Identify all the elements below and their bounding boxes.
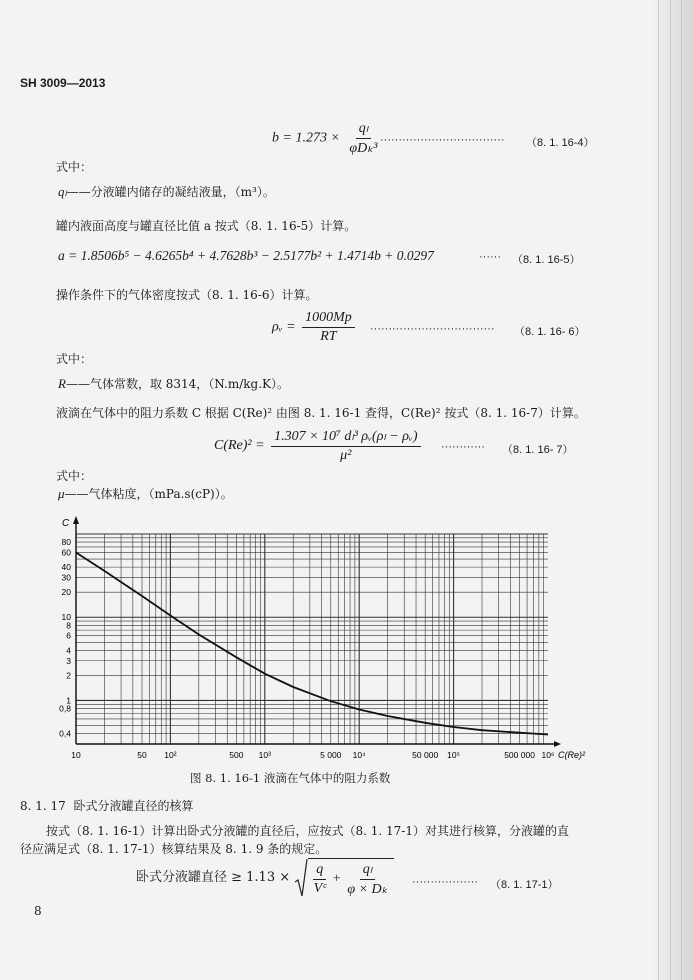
leader-dots: ··································	[370, 323, 495, 335]
fraction	[271, 428, 420, 464]
section-title: 卧式分液罐直径的核算	[73, 799, 194, 813]
fraction-numerator: qₗ	[360, 861, 375, 880]
y-tick-label: 8	[66, 620, 71, 631]
fraction-numerator: 1000Mp	[302, 310, 355, 328]
equation-final	[136, 858, 394, 898]
fraction-denominator: φ × Dₖ	[347, 882, 388, 897]
y-tick-label: 40	[61, 562, 71, 573]
fraction-denominator: μ²	[340, 448, 352, 463]
y-tick-label: 30	[61, 572, 71, 583]
x-tick-label: 50	[137, 750, 147, 760]
leader-dots: ··································	[380, 134, 505, 146]
where-label: 式中：	[56, 352, 93, 366]
section-heading	[20, 797, 193, 814]
drag-coefficient-chart	[40, 512, 600, 782]
equation-ref: （8. 1. 16-5）	[512, 254, 581, 266]
equation-lhs: C(Re)² =	[214, 438, 265, 454]
definition-text: ——气体常数，取 8314，（N.m/kg.K）。	[65, 377, 290, 391]
x-tick-label: 500	[229, 750, 244, 760]
fraction	[311, 862, 329, 897]
equation-lhs: b = 1.273 ×	[272, 130, 340, 146]
y-tick-label: 6	[66, 630, 71, 641]
section-number: 8. 1. 17	[20, 799, 66, 813]
fraction-numerator: q	[313, 862, 326, 880]
equation-lhs: ρᵥ =	[272, 319, 296, 335]
y-tick-label: 0,4	[59, 728, 71, 739]
definition-R	[58, 375, 289, 392]
definition-text: ——分液罐内储存的凝结液量，（m³）。	[66, 185, 275, 199]
x-tick-label: 10⁶	[541, 750, 555, 760]
equation-b	[272, 120, 383, 157]
y-tick-label: 4	[66, 645, 71, 656]
y-tick-label: 80	[61, 537, 71, 548]
y-tick-label: 0,8	[59, 703, 71, 714]
radical-sign-icon	[294, 858, 308, 898]
fraction	[302, 310, 355, 345]
sqrt	[294, 858, 394, 898]
fraction-numerator: 1.307 × 10⁷ dₗ³ ρᵥ(ρₗ − ρᵥ)	[271, 428, 420, 447]
equation-ref: （8. 1. 16-4）	[526, 137, 595, 149]
definition-text: ——气体粘度，（mPa.s(cP)）。	[64, 487, 233, 501]
x-tick-label: 10	[71, 750, 81, 760]
x-tick-label: 5 000	[320, 750, 342, 760]
leader-dots: ············	[441, 441, 485, 453]
x-tick-label: 10⁵	[447, 750, 461, 760]
symbol: qₗ	[58, 184, 67, 199]
x-tick-label: 500 000	[504, 750, 535, 760]
equation-ref: （8. 1. 16- 6）	[514, 326, 586, 338]
fraction-denominator: RT	[320, 329, 337, 344]
where-label: 式中：	[56, 469, 93, 483]
leader-dots: ··················	[412, 876, 478, 888]
y-axis-label: C	[62, 518, 70, 529]
x-axis-label: C(Re)²	[558, 750, 585, 760]
equation-rho	[272, 310, 358, 345]
symbol: μ	[58, 486, 65, 501]
definition-mu	[58, 485, 233, 502]
drag-curve	[76, 553, 548, 735]
fraction-denominator: Vᶜ	[313, 881, 326, 896]
fraction	[344, 861, 390, 898]
paragraph-density: 操作条件下的气体密度按式（8. 1. 16-6）计算。	[56, 288, 318, 302]
equation-ref: （8. 1. 16- 7）	[502, 444, 574, 456]
y-tick-label: 2	[66, 670, 71, 681]
page-edge-line	[670, 0, 671, 980]
equation-cre	[214, 428, 424, 464]
x-tick-label: 50 000	[412, 750, 439, 760]
page-number: 8	[34, 904, 42, 918]
y-tick-label: 3	[66, 655, 71, 666]
paragraph-check: 按式（8. 1. 16-1）计算出卧式分液罐的直径后，应按式（8. 1. 17-1）对其进行核算，分液罐的直	[46, 824, 569, 838]
fraction-denominator: φDₖ³	[349, 141, 378, 156]
equation-a: a = 1.8506b⁵ − 4.6265b⁴ + 4.7628b³ − 2.5177b² + 1.4714b + 0.0297	[58, 248, 434, 263]
paragraph-check-cont: 径应满足式（8. 1. 17-1）核算结果及 8. 1. 9 条的规定。	[20, 842, 328, 856]
y-tick-label: 60	[61, 547, 71, 558]
leader-dots: ······	[479, 251, 501, 263]
y-axis-arrow-icon	[73, 516, 79, 524]
symbol: R	[58, 376, 66, 391]
equation-lhs: 卧式分液罐直径 ≥ 1.13 ×	[136, 870, 291, 886]
definition-q	[58, 183, 275, 200]
y-tick-label: 1	[66, 695, 71, 706]
paragraph-ratio: 罐内液面高度与罐直径比值 a 按式（8. 1. 16-5）计算。	[56, 219, 357, 233]
document-code: SH 3009—2013	[20, 76, 106, 90]
page-edge-line	[658, 0, 659, 980]
page-edge-line	[681, 0, 682, 980]
x-tick-label: 10³	[258, 750, 271, 760]
equation-ref: （8. 1. 17-1）	[490, 879, 559, 891]
fraction	[346, 120, 380, 157]
y-tick-label: 20	[61, 587, 71, 598]
fraction-numerator: qₗ	[356, 120, 371, 139]
figure-caption: 图 8. 1. 16-1 液滴在气体中的阻力系数	[190, 771, 391, 785]
y-tick-label: 10	[61, 612, 71, 623]
paragraph-drag: 液滴在气体中的阻力系数 C 根据 C(Re)² 由图 8. 1. 16-1 查得，C(Re)² 按式（8. 1. 16-7）计算。	[56, 406, 586, 420]
x-tick-label: 10⁴	[352, 750, 366, 760]
radicand	[308, 858, 394, 898]
plus-sign: +	[331, 871, 342, 887]
x-axis-arrow-icon	[554, 741, 561, 747]
x-tick-label: 10²	[164, 750, 177, 760]
where-label: 式中：	[56, 160, 93, 174]
